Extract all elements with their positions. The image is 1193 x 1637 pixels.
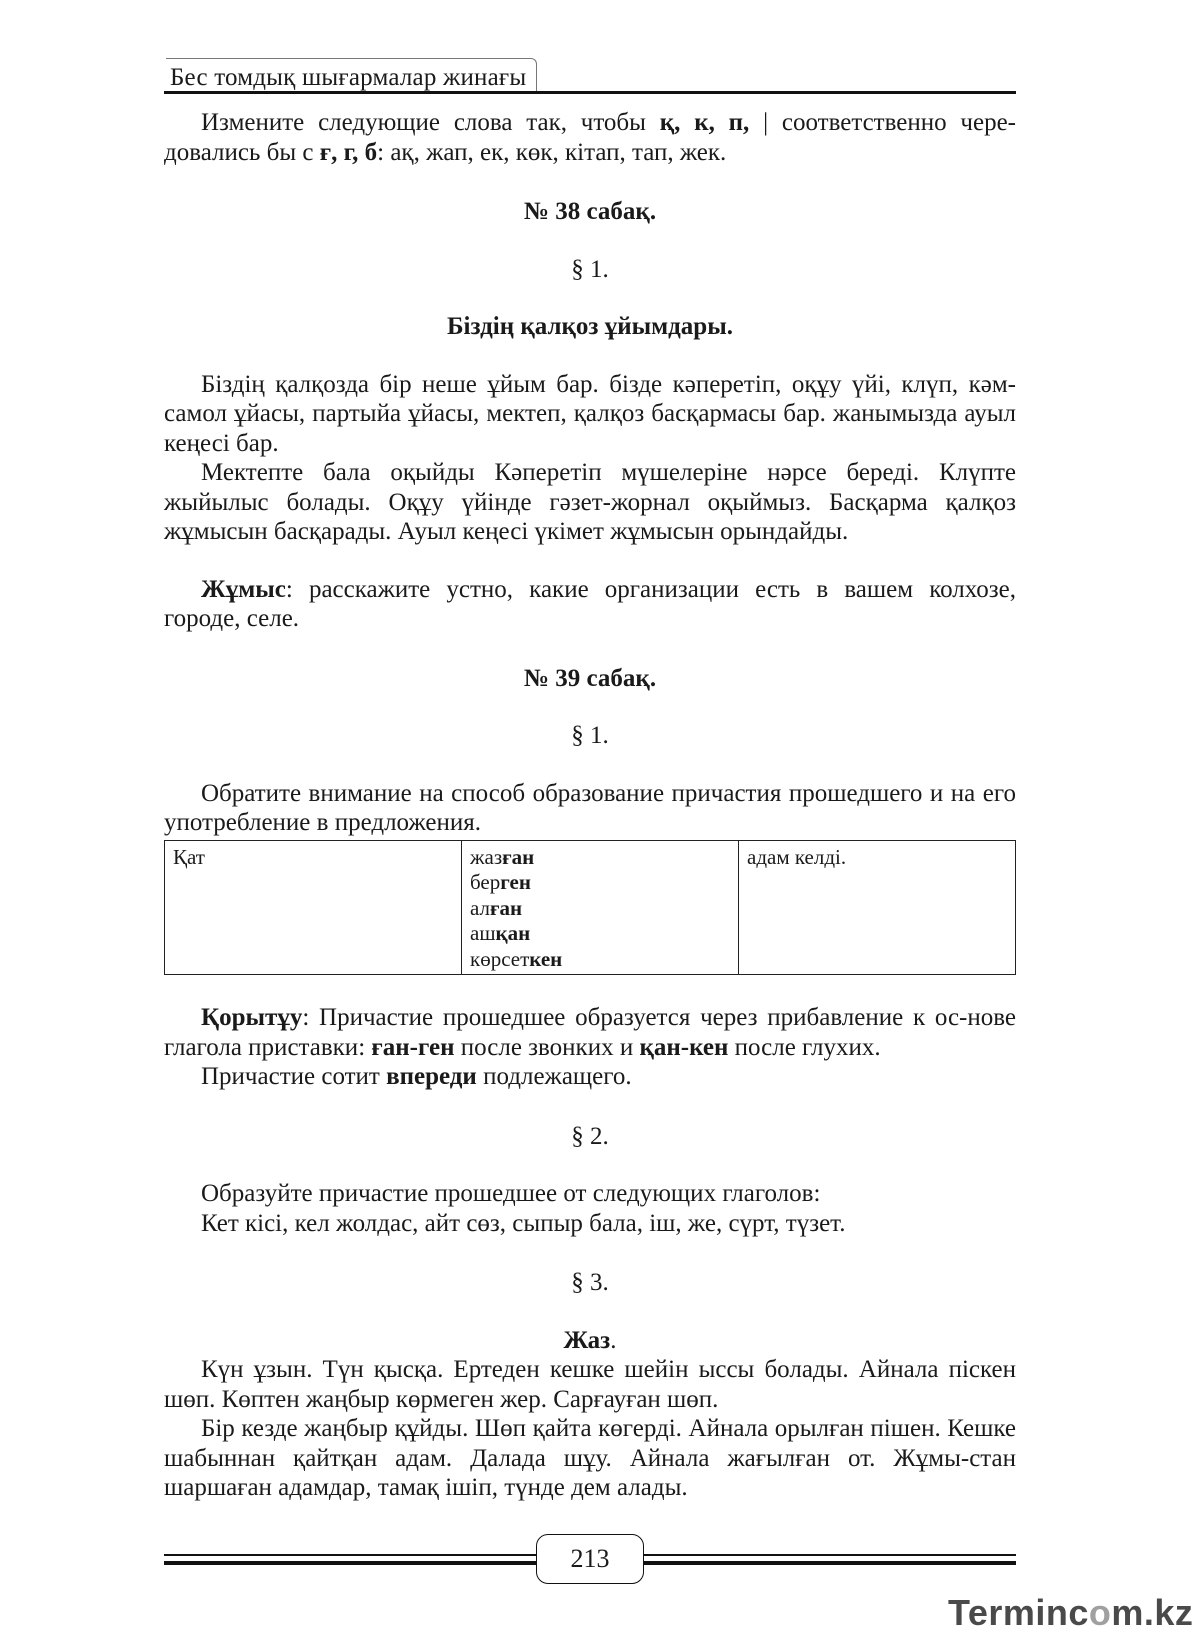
lesson-38-section-mark: § 1. xyxy=(571,255,609,283)
suffix-voiceless: қан-кен xyxy=(639,1033,729,1061)
watermark-logo: Termincоm.kz xyxy=(948,1592,1193,1633)
intro-paragraph xyxy=(164,108,1016,167)
header-rule xyxy=(164,91,1016,94)
lesson-39-section-1-mark: § 1. xyxy=(571,722,609,749)
lesson-38-subtitle: Біздің қалқоз ұйымдары. xyxy=(447,313,733,340)
page-footer xyxy=(164,1530,1016,1590)
position-paragraph: Причастие сотит впереди подлежащего. xyxy=(201,1063,632,1090)
page-content xyxy=(164,108,1016,1503)
suffix-voiced: ған-ген xyxy=(371,1033,455,1061)
lesson-38-title: № 38 сабақ. xyxy=(523,198,657,225)
table-cell-noun: Қат xyxy=(165,840,462,975)
intro-text-pre: Измените следующие слова так, чтобы xyxy=(201,109,660,136)
participle-table xyxy=(164,840,1016,976)
conclusion-paragraph: Қорытұу: Причастие прошедшее образуется через прибавление к ос-нове глагола приставки: ған-ген после звонких и қан-кен после глухих. xyxy=(164,1004,1016,1061)
participle-item: көрсеткен xyxy=(470,946,563,971)
page-number: 213 xyxy=(536,1534,644,1584)
intro-text-post: : ақ, жап, ек, көк, кітап, тап, жек. xyxy=(377,138,727,166)
section-3-paragraph-1: Күн ұзын. Түн қысқа. Ертеден кешке шейін ыссы болады. Айнала піскен шөп. Көптен жаңбыр көрмеген жер. Сарғауған шөп. xyxy=(164,1356,1016,1413)
participle-item: ашқан xyxy=(470,921,531,945)
lesson-39-section-2-mark: § 2. xyxy=(571,1122,609,1150)
table-cell-predicate: адам келді. xyxy=(739,840,1016,975)
book-title: Бес томдық шығармалар жинағы xyxy=(166,58,537,93)
task-text: : расскажите устно, какие организации есть в вашем колхозе, городе, селе. xyxy=(164,575,1016,632)
lesson-38-paragraph-2: Мектепте бала оқыйды Кәперетіп мүшелеріне нәрсе береді. Клүпте жыйылыс болады. Оқұу үйінде гәзет-жорнал оқыймыз. Басқарма қалқоз жұмысын басқарады. Ауыл кеңесі үкімет жұмысын орындайды. xyxy=(164,459,1016,545)
section-2-instruction: Образуйте причастие прошедшее от следующих глаголов: xyxy=(201,1180,821,1207)
intro-text-mid: | соответственно чере-довались бы с xyxy=(164,109,1016,166)
lesson-39-section-1-text: Обратите внимание на способ образование причастия прошедшего и на его употребление в предложения. xyxy=(164,779,1016,836)
table-row xyxy=(165,840,1016,975)
participle-item: жазған xyxy=(470,844,535,869)
table-cell-participles xyxy=(462,840,739,975)
participle-item: алған xyxy=(470,895,523,920)
participle-item: берген xyxy=(470,870,531,894)
lesson-38-task xyxy=(164,575,1016,634)
intro-letters-voiced: ғ, г, б xyxy=(319,138,378,166)
intro-letters-voiceless: қ, к, п, xyxy=(659,109,750,136)
section-3-paragraph-2: Бір кезде жаңбыр құйды. Шөп қайта көгерді. Айнала орылған пішен. Кешке шабыннан қайтқан адам. Далада шұу. Айнала жағылған от. Жұмы-стан шаршаған адамдар, тамақ ішіп, түнде дем алады. xyxy=(164,1415,1016,1501)
section-3-title: Жаз. xyxy=(563,1326,617,1354)
lesson-39-section-3-mark: § 3. xyxy=(571,1269,609,1296)
task-label: Жұмыс xyxy=(201,575,286,603)
lesson-39-title: № 39 сабақ. xyxy=(523,664,657,692)
section-2-words: Кет кісі, кел жолдас, айт сөз, сыпыр бала, іш, же, сүрт, түзет. xyxy=(201,1209,846,1237)
lesson-38-paragraph-1: Біздің қалқозда бір неше ұйым бар. бізде кәперетіп, оқұу үйі, клүп, кәм-самол ұйасы, партыйа ұйасы, мектеп, қалқоз басқармасы бар. жанымызда ауыл кеңесі бар. xyxy=(164,370,1016,457)
conclusion-label: Қорытұу xyxy=(201,1004,303,1031)
